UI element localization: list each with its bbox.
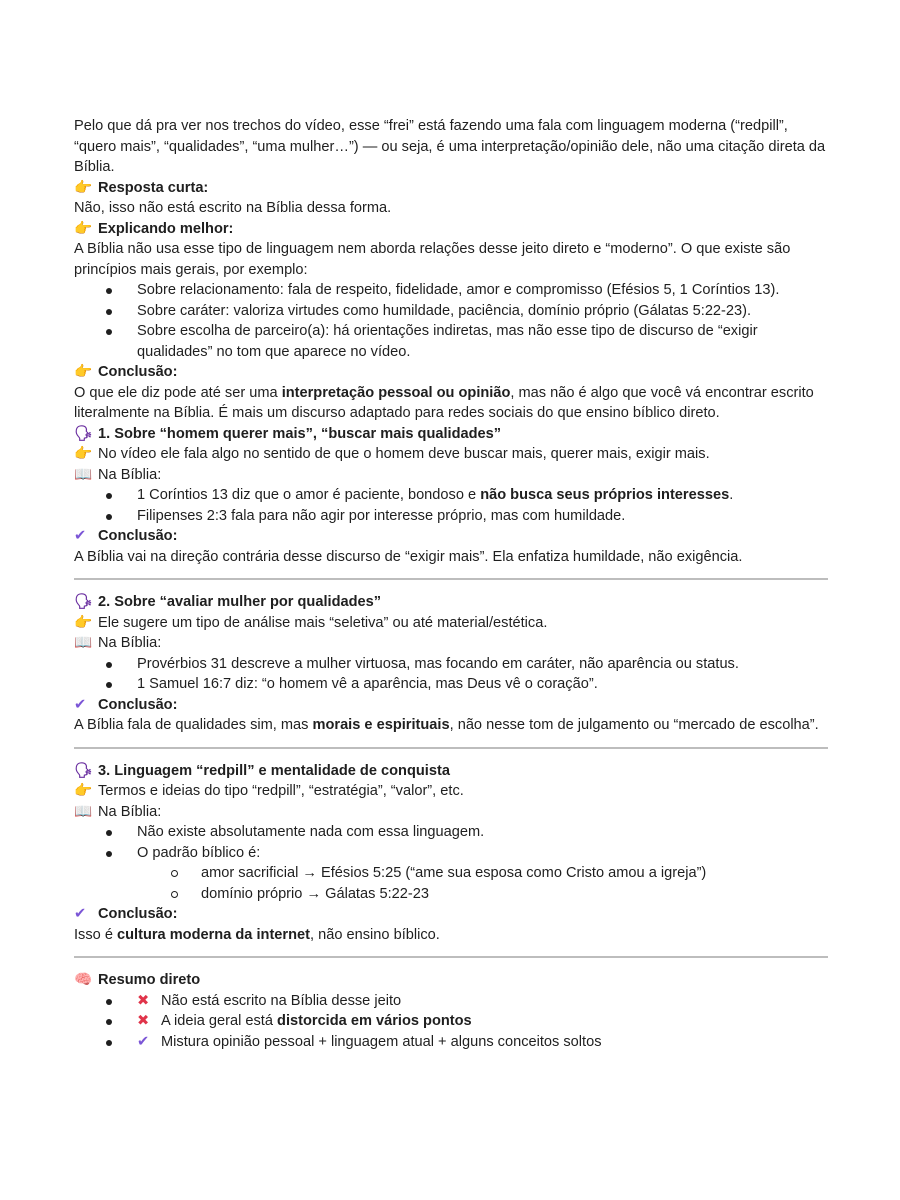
list-item: Não existe absolutamente nada com essa linguagem. [74,822,830,843]
conclusion-title: Conclusão: [98,528,178,544]
cross-mark-icon: ✖ [137,992,150,1009]
summary-list [74,991,830,1053]
section-divider [74,578,828,580]
check-mark-icon: ✔ [137,1033,150,1050]
conclusion-text [74,383,830,424]
conclusion-title: Conclusão: [98,364,178,380]
section-3-bible-label [74,802,830,823]
list-item: Sobre escolha de parceiro(a): há orientações indiretas, mas não esse tipo de discurso de “exigir qualidades” no tom que aparece no vídeo. [74,321,830,362]
section-2-conclusion-heading [74,695,830,716]
speaking-head-icon: 🗣 [74,762,93,779]
bold-span: interpretação pessoal ou opinião [281,384,511,401]
open-book-icon: 📖 [74,466,93,483]
summary-heading [74,970,830,991]
section-2-conclusion [74,715,830,736]
list-item [74,485,830,506]
section-1-claim [74,444,830,465]
section-2-list [74,654,830,695]
section-2-title: 2. Sobre “avaliar mulher por qualidades” [98,594,382,610]
check-mark-icon: ✔ [74,528,87,544]
section-1-title: 1. Sobre “homem querer mais”, “buscar mais qualidades” [98,425,502,442]
list-item: Sobre relacionamento: fala de respeito, fidelidade, amor e compromisso (Efésios 5, 1 Coríntios 13). [74,280,830,301]
short-answer-heading [74,178,830,199]
bible-label-text: Na Bíblia: [98,466,162,483]
bold-span: cultura moderna da internet [117,926,310,943]
text-span: , não ensino bíblico. [310,926,440,943]
section-3-heading [74,761,830,782]
brain-icon: 🧠 [74,972,93,988]
section-2-heading [74,592,830,613]
claim-text: Ele sugere um tipo de análise mais “seletiva” ou até material/estética. [98,614,548,631]
section-1-bible-label [74,465,830,486]
bold-span: morais e espirituais [312,717,450,733]
bold-span: não busca seus próprios interesses [480,487,730,503]
section-3-list [74,822,830,904]
text-span: 1 Coríntios 13 diz que o amor é paciente, bondoso e [137,487,481,503]
document-content [74,116,830,1052]
text-span: A Bíblia fala de qualidades sim, mas [74,717,313,733]
speaking-head-icon: 🗣 [74,425,93,442]
claim-text: No vídeo ele fala algo no sentido de que o homem deve buscar mais, querer mais, exigir mais. [98,446,710,462]
section-2-claim [74,613,830,634]
open-book-icon: 📖 [74,803,93,820]
text-span: Não está escrito na Bíblia desse jeito [161,992,402,1009]
section-2-bible-label [74,633,830,654]
pointing-hand-icon: 👉 [74,364,93,380]
bold-span: distorcida em vários pontos [277,1013,472,1029]
text-span: , mas não é algo que você vá encontrar escrito literalmente na Bíblia. É mais um discurso adaptado para redes sociais do que ensino bíblico direto. [74,384,814,421]
list-item: Filipenses 2:3 fala para não agir por interesse próprio, mas com humildade. [74,506,830,527]
section-3-sublist [137,863,830,904]
bible-label-text: Na Bíblia: [98,635,162,651]
intro-paragraph: Pelo que dá pra ver nos trechos do vídeo, esse “frei” está fazendo uma fala com linguagem moderna (“redpill”, “quero mais”, “qualidades”, “uma mulher…”) — ou seja, é uma interpretação/opinião dele, não uma citação direta da Bíblia. [74,118,826,175]
list-item: Provérbios 31 descreve a mulher virtuosa, mas focando em caráter, não aparência ou status. [74,654,830,675]
open-book-icon: 📖 [74,635,93,651]
bible-label-text: Na Bíblia: [98,803,162,820]
list-item: Sobre caráter: valoriza virtudes como humildade, paciência, domínio próprio (Gálatas 5:22-23). [74,301,830,322]
text-span: A ideia geral está [161,1013,278,1029]
conclusion-heading [74,362,830,383]
section-1-heading [74,424,830,445]
better-explanation-text: A Bíblia não usa esse tipo de linguagem nem aborda relações desse jeito direto e “moderno”. O que existe são princípios mais gerais, por exemplo: [74,241,791,278]
text-span: , não nesse tom de julgamento ou “mercado de escolha”. [449,717,819,733]
section-divider [74,747,828,749]
section-3-conclusion [74,925,830,946]
pointing-hand-icon: 👉 [74,179,93,196]
conclusion-title: Conclusão: [98,906,178,922]
text-span: . [729,487,734,503]
text-span: O que ele diz pode até ser uma [74,384,282,401]
section-1-conclusion: A Bíblia vai na direção contrária desse discurso de “exigir mais”. Ela enfatiza humildade, não exigência. [74,548,743,565]
section-3-title: 3. Linguagem “redpill” e mentalidade de conquista [98,762,450,779]
text-span: O padrão bíblico é: [137,844,261,861]
cross-mark-icon: ✖ [137,1013,150,1029]
sublist-item: amor sacrificial → Efésios 5:25 (“ame sua esposa como Cristo amou a igreja”) [74,863,830,884]
section-3-conclusion-heading [74,904,830,925]
better-explanation-heading [74,219,830,240]
check-mark-icon: ✔ [74,906,87,922]
list-item [74,1011,830,1032]
pointing-hand-icon: 👉 [74,446,93,462]
summary-title: Resumo direto [98,972,201,988]
better-explanation-title: Explicando melhor: [98,220,234,237]
claim-text: Termos e ideias do tipo “redpill”, “estratégia”, “valor”, etc. [98,783,464,799]
list-item [74,843,830,905]
check-mark-icon: ✔ [74,696,87,713]
section-1-list [74,485,830,526]
short-answer-title: Resposta curta: [98,179,209,196]
principles-list [74,280,830,362]
list-item [74,1032,830,1053]
speaking-head-icon: 🗣 [74,594,93,610]
text-span: Mistura opinião pessoal + linguagem atual + alguns conceitos soltos [161,1033,602,1050]
short-answer-text: Não, isso não está escrito na Bíblia dessa forma. [74,200,392,216]
section-1-conclusion-heading [74,526,830,547]
text-span: Isso é [74,926,117,943]
section-3-claim [74,781,830,802]
section-divider [74,956,828,958]
pointing-hand-icon: 👉 [74,783,93,799]
list-item [74,991,830,1012]
list-item: 1 Samuel 16:7 diz: “o homem vê a aparência, mas Deus vê o coração”. [74,674,830,695]
pointing-hand-icon: 👉 [74,614,93,631]
pointing-hand-icon: 👉 [74,220,93,237]
conclusion-title: Conclusão: [98,696,178,713]
sublist-item: domínio próprio → Gálatas 5:22-23 [74,884,830,905]
